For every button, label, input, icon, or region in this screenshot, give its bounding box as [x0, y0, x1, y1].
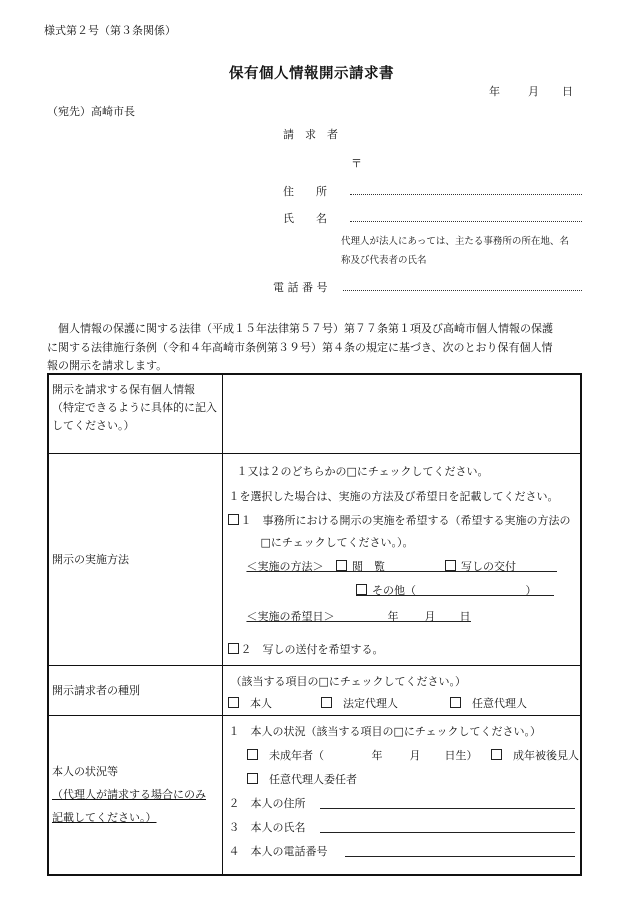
intro-line2: に関する法律施行条例（令和４年高崎市条例第３９号）第４条の規定に基づき、次のとおり保有個人情: [47, 341, 553, 354]
self-checkbox[interactable]: [228, 697, 239, 708]
legal-agent-label: 法定代理人: [343, 696, 398, 710]
requester-type-cell: [222, 665, 581, 715]
disclosure-method-cell: [222, 453, 581, 665]
requester-type-label-cell: [48, 665, 222, 715]
requested-info-label-cell: [48, 374, 222, 453]
view-checkbox[interactable]: [336, 560, 347, 571]
voluntary-agent-checkbox[interactable]: [450, 697, 461, 708]
hope-date-year: 年: [387, 609, 399, 623]
voluntary-agent-label: 任意代理人: [472, 696, 527, 710]
disclosure-method-label: 開示の実施方法: [52, 553, 129, 566]
row-requested-info: [48, 374, 581, 453]
requested-info-label: 開示を請求する保有個人情報: [52, 383, 195, 396]
legal-agent-checkbox[interactable]: [321, 697, 332, 708]
copy-label: 写しの交付: [461, 559, 516, 573]
form-number: 様式第２号（第３条関係）: [44, 24, 176, 37]
method-1-text-cont: □にチェックしてください。）。: [260, 535, 414, 549]
date-month-label: 月: [528, 85, 539, 98]
method-2-text: ２ 写しの送付を希望する。: [240, 642, 384, 656]
minor-birth-day: 日生）: [444, 748, 478, 762]
corp-note-line1: 代理人が法人にあっては、主たる事務所の所在地、名: [341, 236, 569, 247]
hope-date-underline[interactable]: [247, 621, 471, 622]
principal-name-label: ３ 本人の氏名: [228, 820, 306, 834]
intro-line3: 報の開示を請求します。: [47, 359, 168, 372]
address-field[interactable]: [350, 194, 582, 195]
principal-status-sub2: 記載してください。）: [52, 811, 157, 825]
disclosure-method-label-cell: [48, 453, 222, 665]
corp-note-line2: 称及び代表者の氏名: [341, 255, 427, 266]
row-requester-type: [48, 665, 581, 715]
method-instruction-1: １又は２のどちらかの□にチェックしてください。: [236, 464, 489, 478]
method-instruction-2: １を選択した場合は、実施の方法及び希望日を記載してください。: [228, 489, 559, 503]
delegator-checkbox[interactable]: [247, 773, 258, 784]
phone-label: 電 話 番 号: [273, 281, 328, 294]
principal-phone-label: ４ 本人の電話番号: [228, 844, 328, 858]
principal-status-label: 本人の状況等: [52, 765, 118, 779]
addressee: （宛先）高崎市長: [47, 105, 135, 118]
hope-date-label: ＜実施の希望日＞: [246, 609, 335, 623]
copy-checkbox[interactable]: [445, 560, 456, 571]
method-label: ＜実施の方法＞: [246, 559, 324, 573]
request-form-table: [47, 373, 582, 876]
requested-info-field[interactable]: [222, 374, 581, 453]
row-disclosure-method: [48, 453, 581, 665]
requester-type-label: 開示請求者の種別: [52, 684, 140, 697]
minor-birth-month: 月: [409, 748, 421, 762]
principal-status-instruction: １ 本人の状況（該当する項目の□にチェックしてください。）: [228, 724, 542, 738]
intro-line1: 個人情報の保護に関する法律（平成１５年法律第５７号）第７７条第１項及び高崎市個人情報の保護: [58, 322, 553, 335]
requester-type-note: （該当する項目の□にチェックしてください。）: [230, 674, 467, 688]
minor-checkbox[interactable]: [247, 749, 258, 760]
hope-date-month: 月: [424, 609, 436, 623]
requester-heading: 請 求 者: [283, 128, 338, 141]
other-input-line[interactable]: [356, 595, 554, 596]
delegator-label: 任意代理人委任者: [269, 772, 357, 786]
phone-field[interactable]: [343, 290, 582, 291]
date-day-label: 日: [562, 85, 573, 98]
name-label: 氏 名: [283, 212, 327, 225]
view-label: 閲 覧: [352, 559, 385, 573]
page-title: 保有個人情報開示請求書: [229, 65, 394, 82]
method-underline-1: [247, 571, 557, 572]
principal-phone-field[interactable]: [345, 856, 575, 857]
principal-status-cell: [222, 715, 581, 875]
row-principal-status: [48, 715, 581, 875]
method-1-checkbox[interactable]: [228, 514, 239, 525]
minor-birth-year: 年: [371, 748, 383, 762]
method-2-checkbox[interactable]: [228, 643, 239, 654]
other-label: その他（: [372, 583, 416, 597]
adult-ward-label: 成年被後見人: [513, 748, 579, 762]
address-label: 住 所: [283, 185, 327, 198]
principal-status-label-cell: [48, 715, 222, 875]
principal-status-sub1: （代理人が請求する場合にのみ: [52, 788, 206, 802]
date-year-label: 年: [489, 85, 500, 98]
other-close-paren: ）: [525, 583, 537, 597]
principal-name-field[interactable]: [320, 832, 575, 833]
other-checkbox[interactable]: [356, 584, 367, 595]
adult-ward-checkbox[interactable]: [491, 749, 502, 760]
minor-label: 未成年者（: [269, 748, 324, 762]
method-1-text: １ 事務所における開示の実施を希望する（希望する実施の方法の: [240, 513, 571, 527]
hope-date-day: 日: [459, 609, 471, 623]
principal-address-label: ２ 本人の住所: [228, 796, 306, 810]
principal-address-field[interactable]: [320, 808, 575, 809]
postal-mark: 〒: [351, 157, 362, 170]
requested-info-sub: （特定できるように具体的に記入してください。）: [52, 401, 217, 432]
self-label: 本人: [250, 696, 272, 710]
name-field[interactable]: [350, 221, 582, 222]
